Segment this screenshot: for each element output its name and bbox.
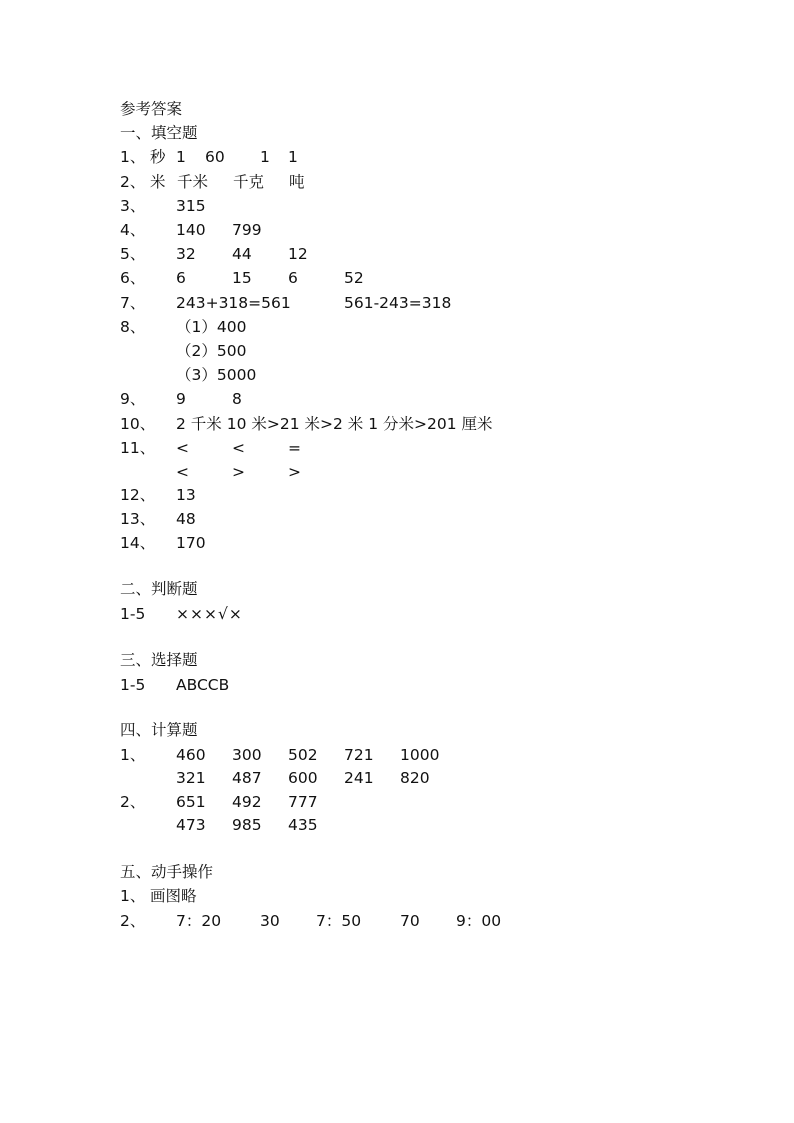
answer: 60 bbox=[205, 148, 225, 166]
answer: 48 bbox=[176, 510, 196, 528]
answer: 千米 bbox=[177, 173, 209, 191]
answer: 600 bbox=[288, 769, 318, 787]
answer: 32 bbox=[176, 245, 196, 263]
answer: 435 bbox=[288, 816, 318, 834]
question-number: 8、 bbox=[120, 318, 146, 336]
answer: > bbox=[232, 463, 245, 481]
answer: 721 bbox=[344, 746, 374, 764]
answer: （1）400 bbox=[176, 318, 247, 336]
question-number: 13、 bbox=[120, 510, 156, 528]
section-heading: 一、填空题 bbox=[120, 124, 198, 142]
answer: 820 bbox=[400, 769, 430, 787]
question-number: 1、 bbox=[120, 887, 146, 905]
answer: 487 bbox=[232, 769, 262, 787]
answer: 985 bbox=[232, 816, 262, 834]
answer: 300 bbox=[232, 746, 262, 764]
section-heading: 四、计算题 bbox=[120, 721, 198, 739]
answer: 799 bbox=[232, 221, 262, 239]
answer: 502 bbox=[288, 746, 318, 764]
answer: 6 bbox=[176, 269, 186, 287]
answer: 44 bbox=[232, 245, 252, 263]
answer: 70 bbox=[400, 912, 420, 930]
answer: 460 bbox=[176, 746, 206, 764]
answer: 6 bbox=[288, 269, 298, 287]
question-number: 11、 bbox=[120, 439, 156, 457]
answer: （2）500 bbox=[176, 342, 247, 360]
answer: 15 bbox=[232, 269, 252, 287]
answer: 秒 bbox=[150, 148, 166, 166]
answer: ABCCB bbox=[176, 676, 230, 694]
answer: > bbox=[288, 463, 301, 481]
question-number: 4、 bbox=[120, 221, 146, 239]
answer: 7：20 bbox=[176, 912, 222, 930]
answer: 12 bbox=[288, 245, 308, 263]
question-number: 2、 bbox=[120, 173, 146, 191]
answer: 13 bbox=[176, 486, 196, 504]
answer: 651 bbox=[176, 793, 206, 811]
question-range: 1-5 bbox=[120, 676, 146, 694]
answer: 1 bbox=[288, 148, 298, 166]
answer: 241 bbox=[344, 769, 374, 787]
answer: < bbox=[176, 439, 189, 457]
answer: 1 bbox=[260, 148, 270, 166]
answer: 140 bbox=[176, 221, 206, 239]
answer: 1000 bbox=[400, 746, 440, 764]
answer: 321 bbox=[176, 769, 206, 787]
section-heading: 三、选择题 bbox=[120, 651, 198, 669]
answer: 30 bbox=[260, 912, 280, 930]
question-number: 2、 bbox=[120, 793, 146, 811]
answer: = bbox=[288, 439, 301, 457]
answer: 777 bbox=[288, 793, 318, 811]
section-heading: 二、判断题 bbox=[120, 580, 198, 598]
answer: 170 bbox=[176, 534, 206, 552]
answer: 米 bbox=[150, 173, 166, 191]
answer: ×××√× bbox=[176, 605, 243, 623]
answer: 9 bbox=[176, 390, 186, 408]
question-number: 2、 bbox=[120, 912, 146, 930]
answer: 561-243=318 bbox=[344, 294, 452, 312]
page-title: 参考答案 bbox=[120, 100, 183, 118]
answer: 243+318=561 bbox=[176, 294, 291, 312]
question-number: 6、 bbox=[120, 269, 146, 287]
question-number: 1、 bbox=[120, 148, 146, 166]
answer: 千克 bbox=[233, 173, 265, 191]
question-number: 12、 bbox=[120, 486, 156, 504]
answer: 492 bbox=[232, 793, 262, 811]
answer: （3）5000 bbox=[176, 366, 257, 384]
answer: 画图略 bbox=[150, 887, 197, 905]
answer: 2 千米 10 米>21 米>2 米 1 分米>201 厘米 bbox=[176, 415, 493, 433]
question-number: 3、 bbox=[120, 197, 146, 215]
answer: 473 bbox=[176, 816, 206, 834]
answer: 9：00 bbox=[456, 912, 502, 930]
question-number: 7、 bbox=[120, 294, 146, 312]
question-number: 9、 bbox=[120, 390, 146, 408]
question-range: 1-5 bbox=[120, 605, 146, 623]
answer: < bbox=[176, 463, 189, 481]
answer: 315 bbox=[176, 197, 206, 215]
question-number: 14、 bbox=[120, 534, 156, 552]
question-number: 5、 bbox=[120, 245, 146, 263]
answer: 1 bbox=[176, 148, 186, 166]
question-number: 10、 bbox=[120, 415, 156, 433]
answer: 吨 bbox=[289, 173, 305, 191]
section-heading: 五、动手操作 bbox=[120, 863, 214, 881]
question-number: 1、 bbox=[120, 746, 146, 764]
answer: 7：50 bbox=[316, 912, 362, 930]
answer: < bbox=[232, 439, 245, 457]
answer: 52 bbox=[344, 269, 364, 287]
answer: 8 bbox=[232, 390, 242, 408]
